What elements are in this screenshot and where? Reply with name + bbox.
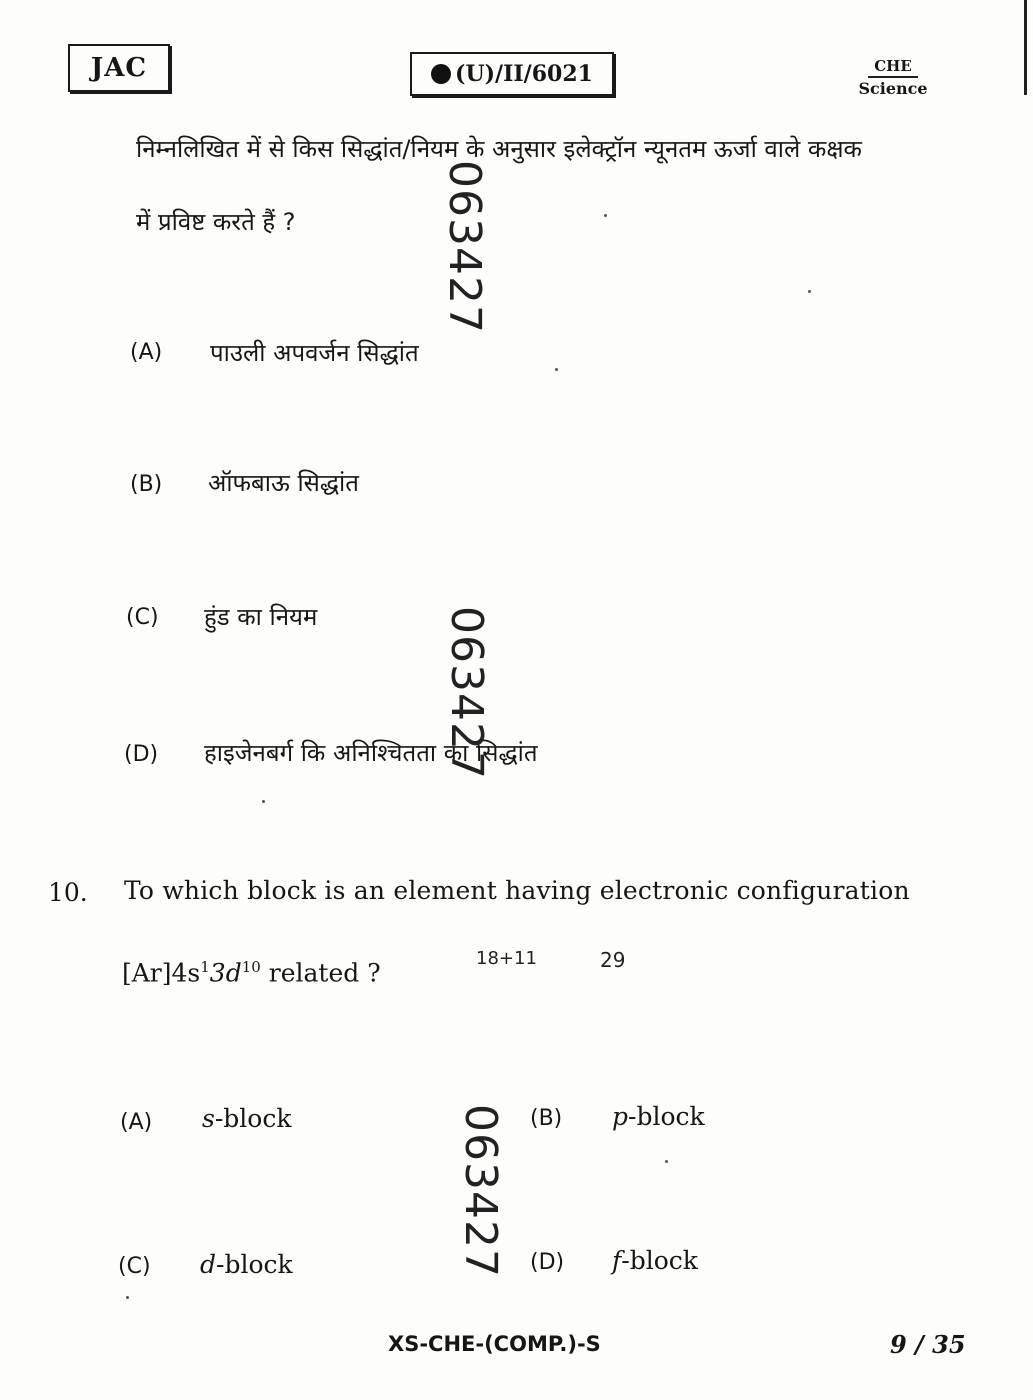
- q9-option-a-label: (A): [130, 340, 163, 365]
- q10-option-b-label: (B): [530, 1106, 563, 1131]
- config-mid: 3d: [209, 958, 242, 988]
- scan-speck: [665, 1160, 668, 1163]
- bullet-icon: [431, 64, 451, 84]
- q9-option-d-label: (D): [124, 742, 159, 767]
- q10-option-d-text: f-block: [612, 1246, 698, 1275]
- q9-option-c-text: हुंड का नियम: [204, 603, 318, 631]
- scan-speck: [126, 1296, 129, 1299]
- q9-option-a-text: पाउली अपवर्जन सिद्धांत: [210, 339, 419, 367]
- paper-code-text: (U)/II/6021: [455, 61, 593, 87]
- config-sup-2: 10: [241, 958, 261, 976]
- stamp-number-1: 063427: [439, 160, 490, 334]
- scan-speck: [604, 214, 607, 217]
- config-prefix: [Ar]4s: [122, 958, 201, 988]
- subject-name: Science: [858, 79, 928, 98]
- q10-option-c-text: d-block: [200, 1250, 293, 1279]
- q9-option-b-label: (B): [130, 472, 163, 497]
- board-label: JAC: [68, 44, 170, 92]
- handwritten-note-1: 18+11: [476, 948, 537, 969]
- q10-option-b-text: p-block: [612, 1102, 705, 1131]
- scan-speck: [555, 368, 558, 371]
- handwritten-note-2: 29: [600, 948, 626, 972]
- q10-config: [122, 958, 381, 987]
- page-number: 9 / 35: [890, 1330, 966, 1359]
- q9-option-c-label: (C): [126, 605, 159, 630]
- q10-option-a-label: (A): [120, 1110, 153, 1135]
- q9-option-d-text: हाइजेनबर्ग कि अनिश्चितता का सिद्धांत: [204, 739, 538, 767]
- footer-paper-id: XS-CHE-(COMP.)-S: [388, 1332, 601, 1356]
- subject-block: [848, 56, 938, 98]
- scan-speck: [262, 800, 265, 803]
- config-suffix: related ?: [260, 958, 381, 988]
- scan-speck: [808, 290, 811, 293]
- q10-number: 10.: [48, 878, 88, 907]
- q10-option-c-label: (C): [118, 1254, 151, 1279]
- q9-text-line1: निम्नलिखित में से किस सिद्धांत/नियम के अनुसार इलेक्ट्रॉन न्यूनतम ऊर्जा वाले कक्षक: [136, 135, 862, 163]
- subject-code: CHE: [868, 57, 918, 78]
- q9-text-line2: में प्रविष्ट करते हैं ?: [136, 208, 296, 236]
- stamp-number-3: 063427: [455, 1104, 506, 1278]
- q10-option-d-label: (D): [530, 1250, 565, 1275]
- stamp-number-2: 063427: [441, 606, 492, 780]
- page-edge-line: [1024, 0, 1027, 95]
- q10-text-line1: To which block is an element having electronic configuration: [124, 876, 910, 905]
- paper-code: [410, 52, 614, 96]
- config-sup-1: 1: [200, 958, 210, 976]
- q10-option-a-text: s-block: [202, 1104, 292, 1133]
- q9-option-b-text: ऑफबाऊ सिद्धांत: [208, 469, 359, 497]
